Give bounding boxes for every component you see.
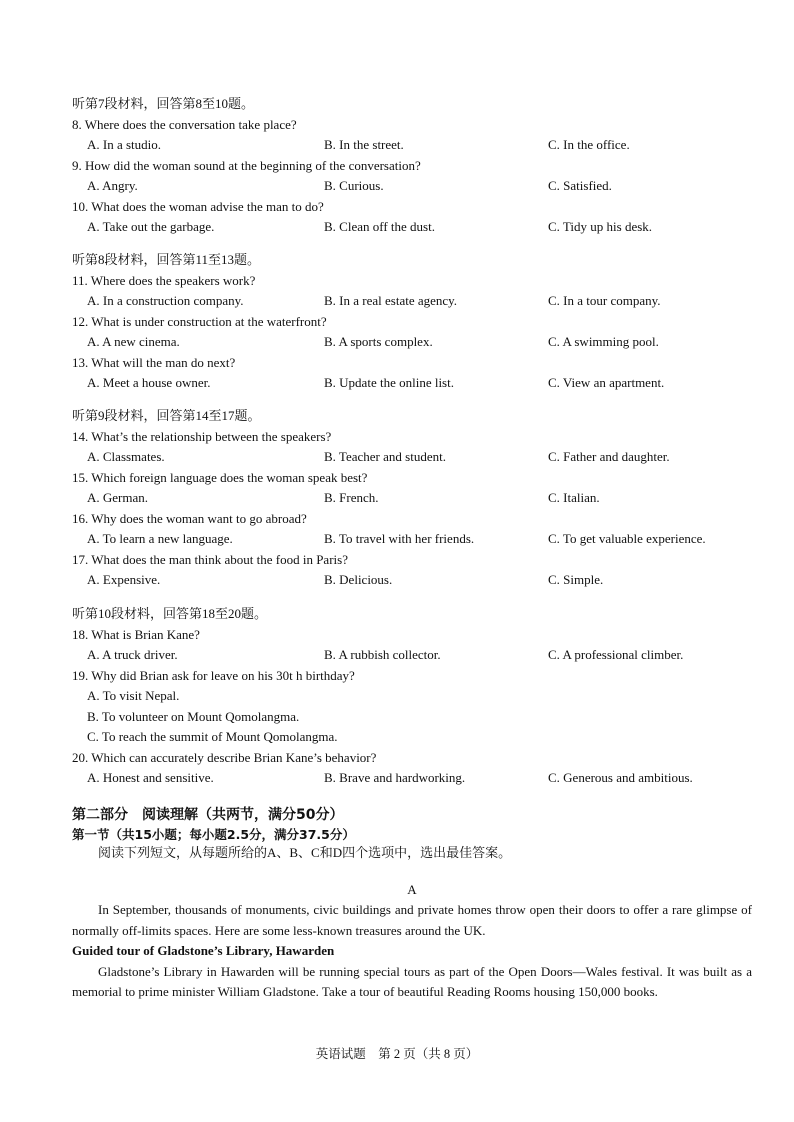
page-footer: 英语试题 第 2 页（共 8 页） bbox=[315, 1047, 479, 1061]
options-14 bbox=[72, 447, 752, 468]
option-b: B. Teacher and student. bbox=[324, 449, 446, 464]
option-c: C. Italian. bbox=[548, 490, 600, 505]
part-2 bbox=[72, 804, 752, 1003]
option-b: B. Clean off the dust. bbox=[324, 219, 435, 234]
question-8: 8. Where does the conversation take place? bbox=[72, 116, 297, 132]
option-c: C. In the office. bbox=[548, 137, 630, 152]
question-13: 13. What will the man do next? bbox=[72, 354, 236, 370]
question-12: 12. What is under construction at the waterfront? bbox=[72, 313, 327, 329]
option-c: C. Satisfied. bbox=[548, 178, 612, 193]
option-a: A. To visit Nepal. bbox=[87, 688, 180, 703]
option-c: C. Father and daughter. bbox=[548, 449, 670, 464]
option-c: C. A swimming pool. bbox=[548, 334, 659, 349]
option-b: B. In the street. bbox=[324, 137, 404, 152]
question-17: 17. What does the man think about the food in Paris? bbox=[72, 551, 348, 567]
section-header: 听第10段材料，回答第18至20题。 bbox=[72, 606, 268, 621]
section-header: 听第7段材料，回答第8至10题。 bbox=[72, 96, 255, 111]
question-15: 15. Which foreign language does the woman speak best? bbox=[72, 469, 368, 485]
options-10 bbox=[72, 217, 752, 238]
question-16: 16. Why does the woman want to go abroad? bbox=[72, 510, 307, 526]
options-18 bbox=[72, 645, 752, 666]
passage-heading: Guided tour of Gladstone’s Library, Hawarden bbox=[72, 943, 335, 958]
options-20 bbox=[72, 768, 752, 789]
option-b: B. French. bbox=[324, 490, 379, 505]
option-a: A. Honest and sensitive. bbox=[87, 770, 214, 785]
options-11 bbox=[72, 291, 752, 312]
option-c: C. To reach the summit of Mount Qomolangma. bbox=[87, 729, 338, 744]
options-16 bbox=[72, 529, 752, 550]
options-9 bbox=[72, 176, 752, 197]
option-b: B. Update the online list. bbox=[324, 375, 454, 390]
option-a: A. To learn a new language. bbox=[87, 531, 233, 546]
option-a: A. A truck driver. bbox=[87, 647, 178, 662]
question-9: 9. How did the woman sound at the beginning of the conversation? bbox=[72, 157, 421, 173]
option-a: A. In a studio. bbox=[87, 137, 162, 152]
section-7 bbox=[72, 94, 752, 238]
option-b: B. A sports complex. bbox=[324, 334, 433, 349]
section-9 bbox=[72, 406, 752, 591]
option-b: B. Brave and hardworking. bbox=[324, 770, 466, 785]
option-b: B. To travel with her friends. bbox=[324, 531, 475, 546]
option-a: A. In a construction company. bbox=[87, 293, 244, 308]
options-13 bbox=[72, 373, 752, 394]
option-a: A. Classmates. bbox=[87, 449, 165, 464]
passage-body: Gladstone’s Library in Hawarden will be running special tours as part of the Open Doors—Wales festival. It was built as a memorial to prime minister William Gladstone. Take a tour of beautiful Reading Rooms housing 150,000 books. bbox=[72, 963, 752, 999]
option-c: C. In a tour company. bbox=[548, 293, 661, 308]
option-c: C. To get valuable experience. bbox=[548, 531, 706, 546]
options-8 bbox=[72, 135, 752, 156]
section-8 bbox=[72, 250, 752, 394]
option-c: C. Simple. bbox=[548, 572, 604, 587]
section-10 bbox=[72, 604, 752, 789]
question-18: 18. What is Brian Kane? bbox=[72, 626, 200, 642]
option-c: C. A professional climber. bbox=[548, 647, 684, 662]
options-17 bbox=[72, 570, 752, 591]
options-15 bbox=[72, 488, 752, 509]
question-10: 10. What does the woman advise the man to do? bbox=[72, 198, 324, 214]
question-11: 11. Where does the speakers work? bbox=[72, 272, 256, 288]
option-b: B. To volunteer on Mount Qomolangma. bbox=[87, 708, 300, 724]
option-b: B. A rubbish collector. bbox=[324, 647, 441, 662]
option-a: A. Angry. bbox=[87, 178, 138, 193]
option-b: B. Curious. bbox=[324, 178, 384, 193]
option-a: A. German. bbox=[87, 490, 149, 505]
option-a: A. Expensive. bbox=[87, 572, 161, 587]
question-19: 19. Why did Brian ask for leave on his 30t h birthday? bbox=[72, 667, 355, 683]
section-header: 听第9段材料，回答第14至17题。 bbox=[72, 408, 261, 423]
option-c: C. Tidy up his desk. bbox=[548, 219, 653, 234]
section-subtitle: 第一节（共15小题；每小题2.5分，满分37.5分） bbox=[72, 827, 355, 842]
option-b: B. In a real estate agency. bbox=[324, 293, 458, 308]
question-14: 14. What’s the relationship between the speakers? bbox=[72, 428, 332, 444]
options-12 bbox=[72, 332, 752, 353]
option-a: A. Meet a house owner. bbox=[87, 375, 211, 390]
part-title: 第二部分 阅读理解（共两节，满分50分） bbox=[72, 807, 344, 823]
option-a: A. A new cinema. bbox=[87, 334, 180, 349]
option-a: A. Take out the garbage. bbox=[87, 219, 215, 234]
option-b: B. Delicious. bbox=[324, 572, 393, 587]
option-c: C. View an apartment. bbox=[548, 375, 665, 390]
section-header: 听第8段材料，回答第11至13题。 bbox=[72, 252, 261, 267]
passage-intro: In September, thousands of monuments, civic buildings and private homes throw open their doors to offer a rare glimpse of normally off-limits spaces. Here are some less-known treasures around the UK. bbox=[72, 902, 752, 938]
passage-label: A bbox=[407, 882, 417, 897]
option-c: C. Generous and ambitious. bbox=[548, 770, 693, 785]
instructions: 阅读下列短文，从每题所给的A、B、C和D四个选项中，选出最佳答案。 bbox=[98, 845, 512, 860]
question-20: 20. Which can accurately describe Brian Kane’s behavior? bbox=[72, 749, 377, 765]
